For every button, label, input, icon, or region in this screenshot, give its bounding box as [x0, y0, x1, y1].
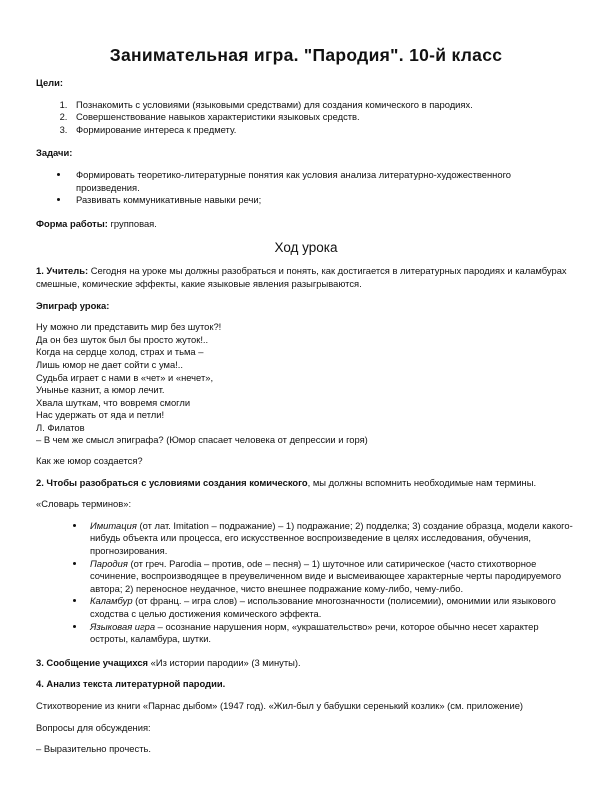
step-1-text: Сегодня на уроке мы должны разобраться и понять, как достигается в литературных пародиях и каламбурах смешные, комические эффекты, какие языковые явления разыгрываются. — [36, 265, 567, 289]
goals-label: Цели: — [36, 77, 64, 88]
goal-item: 1. Познакомить с условиями (языковыми средствами) для создания комического в пародиях. — [70, 99, 576, 112]
poem-author: Л. Филатов — [36, 421, 85, 433]
glossary-term: Языковая игра — [90, 620, 156, 632]
poem-line: Унынье казнит, а юмор лечит. — [36, 384, 165, 396]
poem-line: Ну можно ли представить мир без шуток?! — [36, 321, 222, 333]
step-1-label: 1. Учитель: — [36, 265, 89, 277]
glossary-item — [86, 595, 576, 620]
poem-line: Когда на сердце холод, страх и тьма – — [36, 346, 204, 358]
glossary-term: Пародия — [90, 557, 128, 569]
glossary-definition: (от лат. Imitation – подражание) – 1) подражание; 2) подделка; 3) создание образца, модели какого-нибудь объекта или процесса, его искусственное воспроизведение в целях исследования, обучения, прогнозирования. — [90, 519, 573, 557]
glossary-item — [86, 558, 576, 596]
poem-line: Да он без шуток был бы просто жуток!.. — [36, 333, 209, 345]
glossary-term: Каламбур — [90, 595, 133, 607]
tasks-list — [36, 169, 576, 207]
goal-item: 2. Совершенствование навыков характеристики языковых средств. — [70, 111, 576, 124]
goal-item: 3. Формирование интереса к предмету. — [70, 124, 576, 137]
discussion-first-question: – Выразительно прочесть. — [36, 743, 151, 755]
glossary-definition: – осознание нарушения норм, «украшательство» речи, которое обычно несет характер остроты, каламбура, шутки. — [90, 620, 539, 645]
poem-line: Лишь юмор не дает сойти с ума!.. — [36, 358, 184, 370]
epigraph-label: Эпиграф урока: — [36, 299, 110, 311]
glossary-item — [86, 520, 576, 558]
step-3 — [36, 657, 576, 670]
glossary-item — [86, 621, 576, 646]
step-3-text: «Из истории пародии» (3 минуты). — [148, 656, 301, 668]
step-3-label: 3. Сообщение учащихся — [36, 656, 149, 668]
glossary-definition: (от греч. Parodia – против, ode – песня) – 1) шуточное или сатирическое (часто стихотворное сочинение, воспроизводящее в преувеличенном виде и высмеивающее характерные черты пародируемого автора; 2) переносное неудачное, чисто внешнее подражание кому-либо, чему-либо. — [90, 557, 562, 594]
task-item: • Развивать коммуникативные навыки речи; — [70, 194, 576, 207]
epigraph-question: – В чем же смысл эпиграфа? (Юмор спасает человека от депрессии и горя) — [36, 434, 368, 446]
poem-line: Судьба играет с нами в «чет» и «нечет», — [36, 371, 214, 383]
step-2-label: 2. Чтобы разобраться с условиями создания комического — [36, 476, 308, 488]
document-page — [36, 44, 576, 765]
page-title: Занимательная игра. "Пародия". 10-й класс — [109, 45, 503, 65]
task-item: • Формировать теоретико-литературные понятия как условия анализа литературно-художественного произведения. — [70, 169, 576, 194]
humor-question: Как же юмор создается? — [36, 455, 143, 467]
goals-list — [36, 99, 576, 137]
poem-line: Нас удержать от яда и петли! — [36, 409, 165, 421]
glossary-list — [36, 520, 576, 646]
poem-line: Хвала шуткам, что вовремя смогли — [36, 396, 191, 408]
glossary-term: Имитация — [90, 519, 137, 531]
glossary-definition: (от франц. – игра слов) – использование многозначности (полисемии), омонимии или языкового сходства с целью достижения комического эффекта. — [90, 595, 556, 619]
work-form — [36, 218, 576, 231]
discussion-label: Вопросы для обсуждения: — [36, 721, 151, 733]
poem-source: Стихотворение из книги «Парнас дыбом» (1947 год). «Жил-был у бабушки серенький козлик» (см. приложение) — [36, 699, 524, 711]
step-4-label: 4. Анализ текста литературной пародии. — [36, 678, 226, 690]
step-2 — [36, 477, 576, 490]
lesson-heading: Ход урока — [274, 240, 338, 256]
work-form-label: Форма работы: — [36, 217, 108, 229]
epigraph-poem — [36, 321, 576, 447]
glossary-label: «Словарь терминов»: — [36, 498, 132, 510]
work-form-value: групповая. — [107, 217, 157, 229]
step-1 — [36, 265, 576, 290]
tasks-label: Задачи: — [36, 147, 73, 159]
step-2-text: , мы должны вспомнить необходимые нам термины. — [307, 476, 537, 488]
